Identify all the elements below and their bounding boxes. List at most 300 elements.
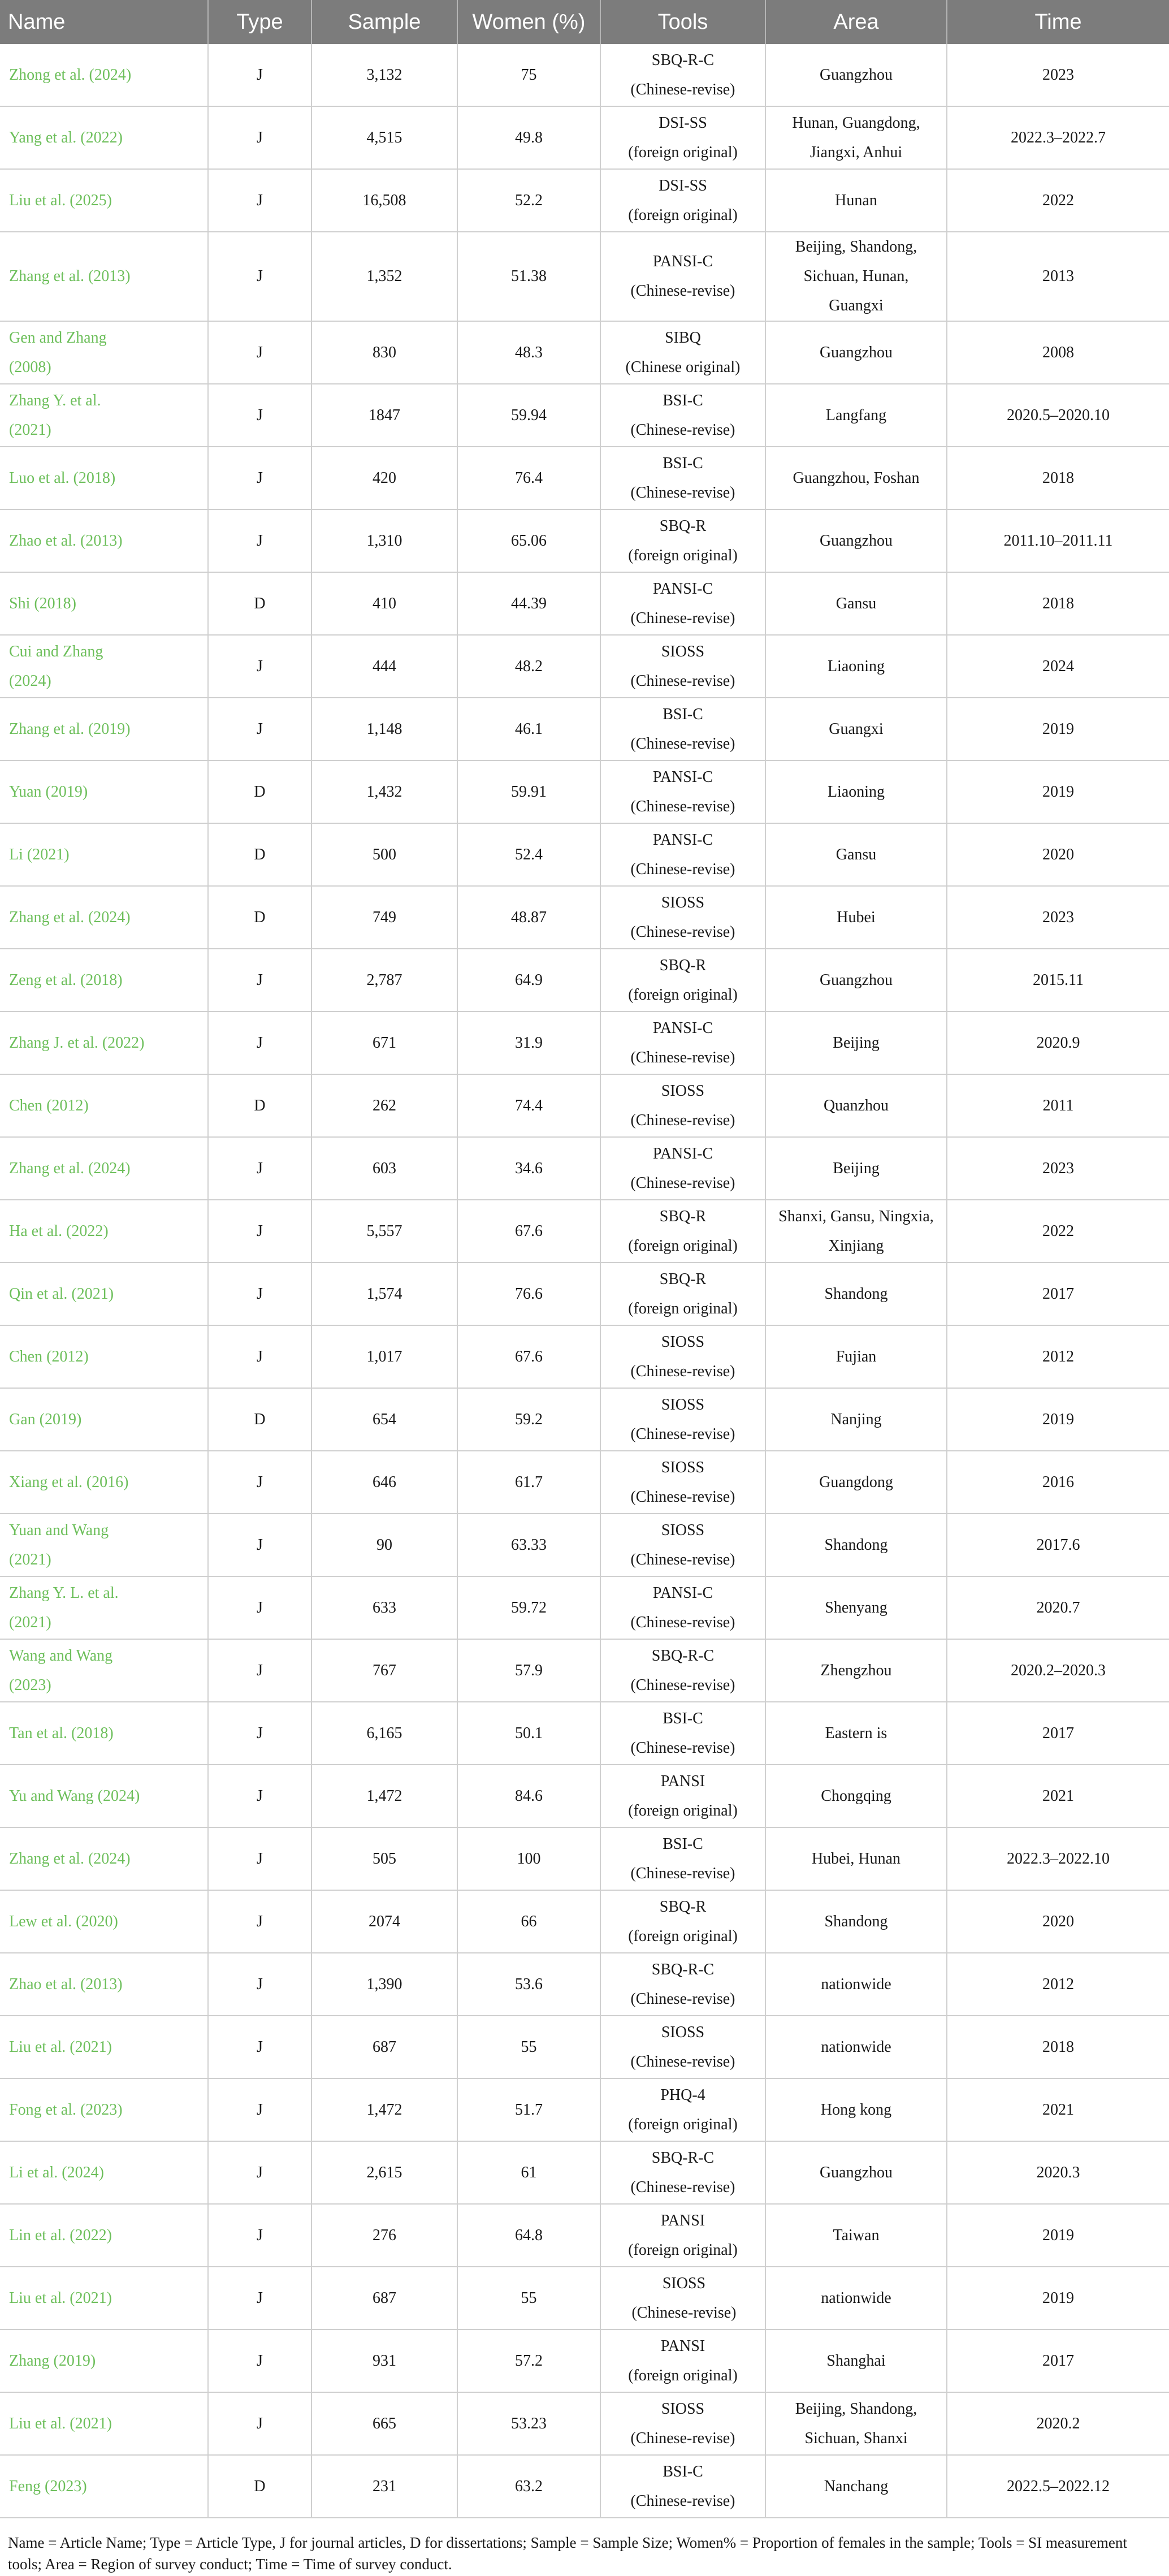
cell-tools: PANSI-C (Chinese-revise): [600, 572, 765, 635]
cell-name[interactable]: Liu et al. (2025): [0, 169, 208, 232]
cell-women: 59.94: [457, 384, 600, 447]
cell-sample: 931: [311, 2329, 457, 2392]
cell-name[interactable]: Zhong et al. (2024): [0, 44, 208, 106]
cell-name[interactable]: Cui and Zhang (2024): [0, 635, 208, 698]
cell-name[interactable]: Zhao et al. (2013): [0, 509, 208, 572]
cell-sample: 1,432: [311, 760, 457, 823]
cell-name[interactable]: Shi (2018): [0, 572, 208, 635]
cell-type: J: [208, 2078, 311, 2141]
cell-type: J: [208, 1576, 311, 1639]
cell-women: 52.4: [457, 823, 600, 886]
cell-name[interactable]: Liu et al. (2021): [0, 2392, 208, 2455]
table-row: [0, 2016, 1169, 2078]
cell-time: 2020.5–2020.10: [947, 384, 1169, 447]
cell-type: J: [208, 635, 311, 698]
cell-sample: 1847: [311, 384, 457, 447]
cell-women: 49.8: [457, 106, 600, 169]
cell-tools: PANSI-C (Chinese-revise): [600, 1137, 765, 1200]
cell-type: D: [208, 823, 311, 886]
cell-area: Hubei: [765, 886, 947, 949]
header-name: Name: [0, 0, 208, 44]
cell-sample: 3,132: [311, 44, 457, 106]
cell-sample: 654: [311, 1388, 457, 1451]
cell-women: 66: [457, 1890, 600, 1953]
cell-sample: 420: [311, 447, 457, 509]
cell-women: 34.6: [457, 1137, 600, 1200]
cell-time: 2018: [947, 572, 1169, 635]
cell-tools: SIOSS (Chinese-revise): [600, 886, 765, 949]
cell-sample: 1,148: [311, 698, 457, 760]
table-row: [0, 1012, 1169, 1074]
cell-type: J: [208, 1890, 311, 1953]
cell-tools: SBQ-R-C (Chinese-revise): [600, 1639, 765, 1702]
cell-sample: 1,352: [311, 232, 457, 321]
header-area: Area: [765, 0, 947, 44]
header-tools: Tools: [600, 0, 765, 44]
cell-type: J: [208, 321, 311, 384]
cell-name[interactable]: Lew et al. (2020): [0, 1890, 208, 1953]
cell-tools: SBQ-R (foreign original): [600, 1890, 765, 1953]
cell-name[interactable]: Tan et al. (2018): [0, 1702, 208, 1765]
cell-name[interactable]: Yu and Wang (2024): [0, 1765, 208, 1827]
cell-name[interactable]: Zeng et al. (2018): [0, 949, 208, 1012]
cell-area: Zhengzhou: [765, 1639, 947, 1702]
cell-women: 48.2: [457, 635, 600, 698]
table-row: [0, 886, 1169, 949]
cell-type: J: [208, 1765, 311, 1827]
cell-time: 2020.2–2020.3: [947, 1639, 1169, 1702]
cell-sample: 505: [311, 1827, 457, 1890]
cell-sample: 2,615: [311, 2141, 457, 2204]
cell-sample: 767: [311, 1639, 457, 1702]
cell-women: 65.06: [457, 509, 600, 572]
cell-type: J: [208, 1012, 311, 1074]
cell-time: 2020: [947, 1890, 1169, 1953]
cell-area: Liaoning: [765, 760, 947, 823]
cell-area: Quanzhou: [765, 1074, 947, 1137]
cell-area: Guangzhou: [765, 321, 947, 384]
cell-type: D: [208, 1074, 311, 1137]
cell-tools: SBQ-R-C (Chinese-revise): [600, 1953, 765, 2016]
header-sample: Sample: [311, 0, 457, 44]
cell-type: J: [208, 2141, 311, 2204]
cell-area: Gansu: [765, 823, 947, 886]
cell-time: 2019: [947, 2204, 1169, 2267]
cell-time: 2011.10–2011.11: [947, 509, 1169, 572]
cell-time: 2024: [947, 635, 1169, 698]
cell-type: J: [208, 384, 311, 447]
cell-women: 57.2: [457, 2329, 600, 2392]
cell-tools: PANSI-C (Chinese-revise): [600, 1012, 765, 1074]
cell-sample: 500: [311, 823, 457, 886]
cell-sample: 603: [311, 1137, 457, 1200]
table-row: [0, 2329, 1169, 2392]
cell-tools: PANSI (foreign original): [600, 2329, 765, 2392]
cell-women: 64.9: [457, 949, 600, 1012]
cell-tools: PANSI (foreign original): [600, 2204, 765, 2267]
cell-area: Guangzhou: [765, 2141, 947, 2204]
cell-sample: 1,574: [311, 1263, 457, 1325]
cell-sample: 1,390: [311, 1953, 457, 2016]
cell-tools: BSI-C (Chinese-revise): [600, 384, 765, 447]
cell-time: 2022.3–2022.7: [947, 106, 1169, 169]
cell-type: J: [208, 232, 311, 321]
table-row: [0, 2392, 1169, 2455]
table-row: [0, 1451, 1169, 1514]
cell-women: 75: [457, 44, 600, 106]
cell-name[interactable]: Chen (2012): [0, 1074, 208, 1137]
cell-type: J: [208, 1325, 311, 1388]
cell-type: J: [208, 106, 311, 169]
cell-type: J: [208, 698, 311, 760]
cell-tools: SIOSS (Chinese-revise): [600, 1388, 765, 1451]
cell-time: 2019: [947, 698, 1169, 760]
cell-time: 2011: [947, 1074, 1169, 1137]
table-row: [0, 106, 1169, 169]
table-row: [0, 232, 1169, 321]
table-row: [0, 509, 1169, 572]
cell-time: 2023: [947, 44, 1169, 106]
cell-tools: SIOSS (Chinese-revise): [600, 2016, 765, 2078]
cell-name[interactable]: Zhang et al. (2024): [0, 1827, 208, 1890]
cell-name[interactable]: Gan (2019): [0, 1388, 208, 1451]
cell-sample: 830: [311, 321, 457, 384]
cell-tools: DSI-SS (foreign original): [600, 169, 765, 232]
cell-type: J: [208, 44, 311, 106]
cell-time: 2017: [947, 1702, 1169, 1765]
cell-name[interactable]: Ha et al. (2022): [0, 1200, 208, 1263]
cell-name[interactable]: Feng (2023): [0, 2455, 208, 2518]
cell-women: 31.9: [457, 1012, 600, 1074]
cell-name[interactable]: Li (2021): [0, 823, 208, 886]
cell-type: J: [208, 2329, 311, 2392]
cell-type: J: [208, 1514, 311, 1576]
cell-name[interactable]: Xiang et al. (2016): [0, 1451, 208, 1514]
cell-type: J: [208, 2016, 311, 2078]
table-row: [0, 635, 1169, 698]
cell-sample: 6,165: [311, 1702, 457, 1765]
cell-time: 2023: [947, 886, 1169, 949]
cell-time: 2012: [947, 1325, 1169, 1388]
cell-name[interactable]: Liu et al. (2021): [0, 2016, 208, 2078]
cell-time: 2021: [947, 1765, 1169, 1827]
cell-name[interactable]: Zhang et al. (2024): [0, 886, 208, 949]
cell-women: 67.6: [457, 1325, 600, 1388]
table-row: [0, 1388, 1169, 1451]
cell-women: 100: [457, 1827, 600, 1890]
cell-type: D: [208, 886, 311, 949]
cell-type: J: [208, 1137, 311, 1200]
table-footnote: Name = Article Name; Type = Article Type, J for journal articles, D for dissertations; Sample = Sample Size; Women% = Proportion of females in the sample; Tools = SI measurement tools; Area = Region of survey conduct; Time = Time of survey conduct.: [8, 2534, 1127, 2573]
table-row: [0, 2455, 1169, 2518]
cell-women: 59.91: [457, 760, 600, 823]
cell-tools: SBQ-R-C (Chinese-revise): [600, 2141, 765, 2204]
cell-tools: SIOSS (Chinese-revise): [600, 1074, 765, 1137]
cell-tools: SBQ-R (foreign original): [600, 509, 765, 572]
cell-time: 2020.7: [947, 1576, 1169, 1639]
cell-type: D: [208, 760, 311, 823]
cell-time: 2022: [947, 169, 1169, 232]
cell-area: Guangdong: [765, 1451, 947, 1514]
cell-name[interactable]: Zhang (2019): [0, 2329, 208, 2392]
header-type: Type: [208, 0, 311, 44]
cell-name[interactable]: Zhang et al. (2013): [0, 232, 208, 321]
table-row: [0, 1827, 1169, 1890]
cell-women: 46.1: [457, 698, 600, 760]
cell-tools: SIBQ (Chinese original): [600, 321, 765, 384]
cell-type: D: [208, 2455, 311, 2518]
cell-time: 2019: [947, 1388, 1169, 1451]
cell-area: Shanxi, Gansu, Ningxia, Xinjiang: [765, 1200, 947, 1263]
cell-women: 51.7: [457, 2078, 600, 2141]
cell-time: 2022: [947, 1200, 1169, 1263]
cell-women: 50.1: [457, 1702, 600, 1765]
cell-area: Shandong: [765, 1890, 947, 1953]
cell-area: Hubei, Hunan: [765, 1827, 947, 1890]
cell-women: 55: [457, 2267, 600, 2329]
cell-area: Beijing, Shandong, Sichuan, Shanxi: [765, 2392, 947, 2455]
cell-area: Guangzhou, Foshan: [765, 447, 947, 509]
table-row: [0, 823, 1169, 886]
cell-women: 74.4: [457, 1074, 600, 1137]
cell-type: J: [208, 447, 311, 509]
cell-women: 44.39: [457, 572, 600, 635]
cell-name[interactable]: Yuan (2019): [0, 760, 208, 823]
cell-time: 2017: [947, 1263, 1169, 1325]
cell-time: 2021: [947, 2078, 1169, 2141]
cell-time: 2015.11: [947, 949, 1169, 1012]
cell-women: 67.6: [457, 1200, 600, 1263]
table-row: [0, 2267, 1169, 2329]
cell-women: 53.23: [457, 2392, 600, 2455]
cell-women: 48.3: [457, 321, 600, 384]
cell-type: J: [208, 1953, 311, 2016]
cell-area: Fujian: [765, 1325, 947, 1388]
cell-area: nationwide: [765, 1953, 947, 2016]
cell-area: Chongqing: [765, 1765, 947, 1827]
cell-name[interactable]: Gen and Zhang (2008): [0, 321, 208, 384]
table-row: [0, 2141, 1169, 2204]
cell-tools: PANSI-C (Chinese-revise): [600, 232, 765, 321]
cell-type: D: [208, 572, 311, 635]
cell-time: 2017.6: [947, 1514, 1169, 1576]
cell-area: Guangzhou: [765, 949, 947, 1012]
table-row: [0, 2204, 1169, 2267]
cell-area: Guangxi: [765, 698, 947, 760]
cell-women: 53.6: [457, 1953, 600, 2016]
cell-time: 2022.5–2022.12: [947, 2455, 1169, 2518]
cell-name[interactable]: Zhang Y. L. et al. (2021): [0, 1576, 208, 1639]
cell-tools: SBQ-R (foreign original): [600, 1263, 765, 1325]
cell-area: Hunan: [765, 169, 947, 232]
cell-name[interactable]: Yang et al. (2022): [0, 106, 208, 169]
cell-tools: SIOSS (Chinese-revise): [600, 1514, 765, 1576]
cell-name[interactable]: Liu et al. (2021): [0, 2267, 208, 2329]
cell-tools: PANSI-C (Chinese-revise): [600, 823, 765, 886]
table-row: [0, 1576, 1169, 1639]
cell-type: J: [208, 1639, 311, 1702]
table-row: [0, 949, 1169, 1012]
cell-sample: 646: [311, 1451, 457, 1514]
cell-name[interactable]: Yuan and Wang (2021): [0, 1514, 208, 1576]
table-row: [0, 1514, 1169, 1576]
cell-tools: BSI-C (Chinese-revise): [600, 447, 765, 509]
cell-sample: 262: [311, 1074, 457, 1137]
cell-name[interactable]: Zhang et al. (2019): [0, 698, 208, 760]
table-row: [0, 1953, 1169, 2016]
cell-area: Gansu: [765, 572, 947, 635]
table-row: [0, 1325, 1169, 1388]
cell-women: 63.2: [457, 2455, 600, 2518]
cell-type: J: [208, 949, 311, 1012]
cell-time: 2022.3–2022.10: [947, 1827, 1169, 1890]
cell-women: 55: [457, 2016, 600, 2078]
cell-women: 61.7: [457, 1451, 600, 1514]
table-row: [0, 1263, 1169, 1325]
cell-name[interactable]: Fong et al. (2023): [0, 2078, 208, 2141]
cell-area: Beijing, Shandong, Sichuan, Hunan, Guangxi: [765, 232, 947, 321]
cell-time: 2020.9: [947, 1012, 1169, 1074]
cell-time: 2012: [947, 1953, 1169, 2016]
table-row: [0, 1074, 1169, 1137]
header-women: Women (%): [457, 0, 600, 44]
cell-women: 48.87: [457, 886, 600, 949]
cell-type: J: [208, 1200, 311, 1263]
cell-tools: BSI-C (Chinese-revise): [600, 2455, 765, 2518]
cell-area: Eastern is: [765, 1702, 947, 1765]
cell-women: 63.33: [457, 1514, 600, 1576]
table-row: [0, 1702, 1169, 1765]
cell-area: Shandong: [765, 1263, 947, 1325]
table-row: [0, 572, 1169, 635]
cell-type: J: [208, 2267, 311, 2329]
cell-tools: SIOSS (Chinese-revise): [600, 1451, 765, 1514]
table-row: [0, 169, 1169, 232]
cell-sample: 1,310: [311, 509, 457, 572]
cell-type: J: [208, 1702, 311, 1765]
cell-time: 2020.3: [947, 2141, 1169, 2204]
cell-type: J: [208, 1263, 311, 1325]
table-row: [0, 760, 1169, 823]
cell-area: Langfang: [765, 384, 947, 447]
cell-time: 2020: [947, 823, 1169, 886]
table-row: [0, 321, 1169, 384]
cell-name[interactable]: Lin et al. (2022): [0, 2204, 208, 2267]
table-body: [0, 44, 1169, 2518]
cell-tools: SIOSS (Chinese-revise): [600, 635, 765, 698]
cell-tools: PHQ-4 (foreign original): [600, 2078, 765, 2141]
cell-sample: 749: [311, 886, 457, 949]
cell-name[interactable]: Zhang Y. et al. (2021): [0, 384, 208, 447]
cell-time: 2013: [947, 232, 1169, 321]
cell-tools: SBQ-R (foreign original): [600, 949, 765, 1012]
cell-time: 2016: [947, 1451, 1169, 1514]
table-row: [0, 1765, 1169, 1827]
cell-time: 2019: [947, 2267, 1169, 2329]
cell-name[interactable]: Qin et al. (2021): [0, 1263, 208, 1325]
cell-sample: 2074: [311, 1890, 457, 1953]
cell-sample: 231: [311, 2455, 457, 2518]
header-row: [0, 0, 1169, 44]
cell-sample: 633: [311, 1576, 457, 1639]
cell-name[interactable]: Zhao et al. (2013): [0, 1953, 208, 2016]
cell-sample: 276: [311, 2204, 457, 2267]
table-header: [0, 0, 1169, 44]
cell-time: 2008: [947, 321, 1169, 384]
cell-type: J: [208, 2204, 311, 2267]
header-time: Time: [947, 0, 1169, 44]
cell-sample: 665: [311, 2392, 457, 2455]
cell-sample: 671: [311, 1012, 457, 1074]
cell-tools: PANSI-C (Chinese-revise): [600, 1576, 765, 1639]
cell-time: 2019: [947, 760, 1169, 823]
cell-area: Liaoning: [765, 635, 947, 698]
cell-time: 2020.2: [947, 2392, 1169, 2455]
cell-sample: 1,472: [311, 2078, 457, 2141]
cell-type: J: [208, 1451, 311, 1514]
cell-tools: SIOSS (Chinese-revise): [600, 1325, 765, 1388]
cell-time: 2017: [947, 2329, 1169, 2392]
cell-women: 76.4: [457, 447, 600, 509]
cell-tools: SBQ-R-C (Chinese-revise): [600, 44, 765, 106]
cell-sample: 5,557: [311, 1200, 457, 1263]
cell-women: 52.2: [457, 169, 600, 232]
cell-name[interactable]: Wang and Wang (2023): [0, 1639, 208, 1702]
table-row: [0, 698, 1169, 760]
cell-name[interactable]: Zhang J. et al. (2022): [0, 1012, 208, 1074]
table-row: [0, 2078, 1169, 2141]
cell-area: Shandong: [765, 1514, 947, 1576]
cell-area: Hong kong: [765, 2078, 947, 2141]
cell-type: J: [208, 1827, 311, 1890]
table-row: [0, 44, 1169, 106]
cell-women: 51.38: [457, 232, 600, 321]
cell-tools: PANSI (foreign original): [600, 1765, 765, 1827]
cell-type: J: [208, 2392, 311, 2455]
cell-tools: SIOSS (Chinese-revise): [600, 2267, 765, 2329]
cell-name[interactable]: Chen (2012): [0, 1325, 208, 1388]
cell-name[interactable]: Zhang et al. (2024): [0, 1137, 208, 1200]
table-row: [0, 1200, 1169, 1263]
table-row: [0, 384, 1169, 447]
cell-women: 76.6: [457, 1263, 600, 1325]
cell-area: Guangzhou: [765, 44, 947, 106]
cell-women: 59.2: [457, 1388, 600, 1451]
cell-sample: 2,787: [311, 949, 457, 1012]
cell-time: 2018: [947, 447, 1169, 509]
cell-tools: BSI-C (Chinese-revise): [600, 698, 765, 760]
cell-women: 61: [457, 2141, 600, 2204]
table-row: [0, 1639, 1169, 1702]
cell-area: Shanghai: [765, 2329, 947, 2392]
table-row: [0, 447, 1169, 509]
cell-tools: BSI-C (Chinese-revise): [600, 1702, 765, 1765]
cell-area: nationwide: [765, 2267, 947, 2329]
cell-type: J: [208, 169, 311, 232]
cell-sample: 687: [311, 2016, 457, 2078]
cell-area: Guangzhou: [765, 509, 947, 572]
cell-name[interactable]: Li et al. (2024): [0, 2141, 208, 2204]
cell-name[interactable]: Luo et al. (2018): [0, 447, 208, 509]
cell-tools: PANSI-C (Chinese-revise): [600, 760, 765, 823]
cell-area: Taiwan: [765, 2204, 947, 2267]
cell-tools: DSI-SS (foreign original): [600, 106, 765, 169]
table-row: [0, 1137, 1169, 1200]
cell-sample: 444: [311, 635, 457, 698]
cell-area: Hunan, Guangdong, Jiangxi, Anhui: [765, 106, 947, 169]
cell-sample: 1,017: [311, 1325, 457, 1388]
cell-area: Beijing: [765, 1012, 947, 1074]
